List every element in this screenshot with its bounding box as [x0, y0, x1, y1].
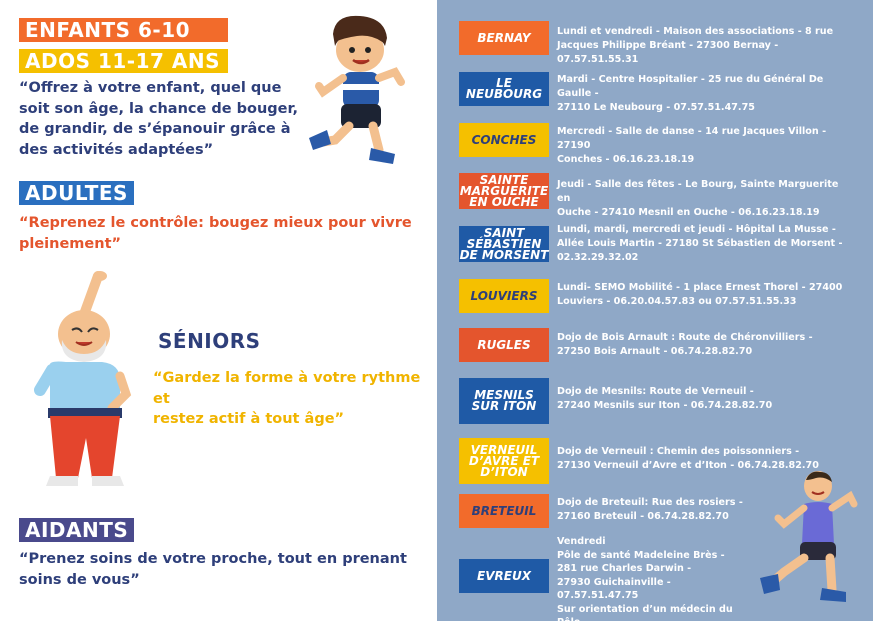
- location-info-sainte-marguerite: [557, 178, 852, 220]
- info-line: Mardi - Centre Hospitalier - 25 rue du Général De Gaulle -: [557, 74, 824, 99]
- info-line: Lundi, mardi, mercredi et jeudi - Hôpital La Musse -: [557, 224, 836, 235]
- enfants-tag: ENFANTS 6-10: [19, 18, 228, 42]
- info-line: Pôle de santé Madeleine Brès -: [557, 549, 725, 561]
- adultes-quote-line: pleinement”: [19, 235, 122, 252]
- kids-quote: [19, 78, 298, 160]
- info-line: 27250 Bois Arnault - 06.74.28.82.70: [557, 346, 753, 357]
- info-line: 27240 Mesnils sur Iton - 06.74.28.82.70: [557, 400, 773, 411]
- kids-quote-line: de grandir, de s’épanouir grâce à: [19, 121, 291, 137]
- info-line: 27160 Breteuil - 06.74.28.82.70: [557, 511, 729, 522]
- info-line: Mercredi - Salle de danse - 14 rue Jacques Villon - 27190: [557, 126, 827, 151]
- location-badge-mesnils-sur-iton: MESNILS SUR ITON: [459, 378, 549, 424]
- ados-tag: ADOS 11-17 ANS: [19, 49, 228, 73]
- info-line: Dojo de Breteuil: Rue des rosiers -: [557, 497, 743, 508]
- location-badge-verneuil: VERNEUIL D’AVRE ET D’ITON: [459, 438, 549, 484]
- kids-quote-line: soit son âge, la chance de bouger,: [19, 100, 299, 117]
- info-line: 27110 Le Neubourg - 07.57.51.47.75: [557, 102, 755, 113]
- location-badge-louviers: LOUVIERS: [459, 279, 549, 313]
- seniors-quote-line: “Gardez la forme à votre rythme et: [153, 370, 421, 407]
- aidants-quote-line: soins de vous”: [19, 571, 140, 588]
- location-badge-sainte-marguerite: SAINTE MARGUERITE EN OUCHE: [459, 172, 549, 209]
- location-info-louviers: [557, 281, 852, 309]
- location-info-breteuil: [557, 496, 757, 524]
- location-info-mesnils-sur-iton: [557, 385, 852, 413]
- info-line: 27130 Verneuil d’Avre et d’Iton - 06.74.28.82.70: [557, 460, 819, 471]
- seniors-title: SÉNIORS: [158, 329, 261, 353]
- info-line: Ouche - 27410 Mesnil en Ouche - 06.16.23.18.19: [557, 207, 820, 218]
- location-info-conches: [557, 125, 852, 167]
- info-line: Allée Louis Martin - 27180 St Sébastien de Morsent -: [557, 238, 843, 249]
- seniors-quote-line: restez actif à tout âge”: [153, 411, 345, 427]
- info-line: Louviers - 06.20.04.57.83 ou 07.57.51.55.33: [557, 296, 797, 307]
- kids-quote-line: des activités adaptées”: [19, 141, 214, 158]
- aidants-quote: [19, 549, 407, 590]
- aidants-quote-line: “Prenez soins de votre proche, tout en prenant: [19, 551, 407, 567]
- location-badge-rugles: RUGLES: [459, 328, 549, 362]
- location-info-bernay: [557, 25, 852, 67]
- lunging-man-illustration: [760, 468, 865, 608]
- senior-stretching-illustration: [20, 270, 140, 492]
- info-line: Dojo de Verneuil : Chemin des poissonniers -: [557, 446, 800, 457]
- info-line: Vendredi: [557, 536, 606, 547]
- info-line: Jeudi - Salle des fêtes - Le Bourg, Sainte Marguerite en: [557, 179, 839, 204]
- seniors-quote: [153, 368, 437, 430]
- info-line: 07.57.51.47.75: [557, 590, 639, 601]
- kids-quote-line: “Offrez à votre enfant, quel que: [19, 80, 282, 96]
- info-line: Lundi- SEMO Mobilité - 1 place Ernest Thorel - 27400: [557, 282, 843, 293]
- location-badge-evreux: EVREUX: [459, 559, 549, 593]
- location-badge-bernay: BERNAY: [459, 21, 549, 55]
- info-line: Lundi et vendredi - Maison des associations - 8 rue: [557, 26, 834, 37]
- info-line: 27930 Guichainville -: [557, 576, 671, 588]
- adultes-quote-line: “Reprenez le contrôle: bougez mieux pour vivre: [19, 215, 412, 231]
- location-badge-le-neubourg: LE NEUBOURG: [459, 72, 549, 106]
- aidants-tag: AIDANTS: [19, 518, 134, 542]
- location-badge-conches: CONCHES: [459, 123, 549, 157]
- info-line: Conches - 06.16.23.18.19: [557, 154, 695, 165]
- info-line: Jacques Philippe Bréant - 27300 Bernay - 07.57.51.55.31: [557, 40, 779, 65]
- location-badge-saint-sebastien: SAINT SÉBASTIEN DE MORSENT: [459, 225, 549, 262]
- location-badge-breteuil: BRETEUIL: [459, 494, 549, 528]
- location-info-evreux: [557, 535, 757, 630]
- adultes-quote: [19, 213, 412, 254]
- info-line: Dojo de Mesnils: Route de Verneuil -: [557, 386, 754, 397]
- location-info-saint-sebastien: [557, 223, 852, 265]
- location-info-rugles: [557, 331, 852, 359]
- info-line: Sur orientation d’un médecin du Pôle: [557, 603, 733, 628]
- info-line: Dojo de Bois Arnault : Route de Chéronvilliers -: [557, 332, 813, 343]
- info-line: 281 rue Charles Darwin -: [557, 563, 692, 574]
- location-info-le-neubourg: [557, 73, 852, 115]
- left-panel: [0, 0, 437, 621]
- running-boy-illustration: [305, 12, 415, 167]
- adultes-tag: ADULTES: [19, 181, 134, 205]
- info-line: 02.32.29.32.02: [557, 252, 639, 263]
